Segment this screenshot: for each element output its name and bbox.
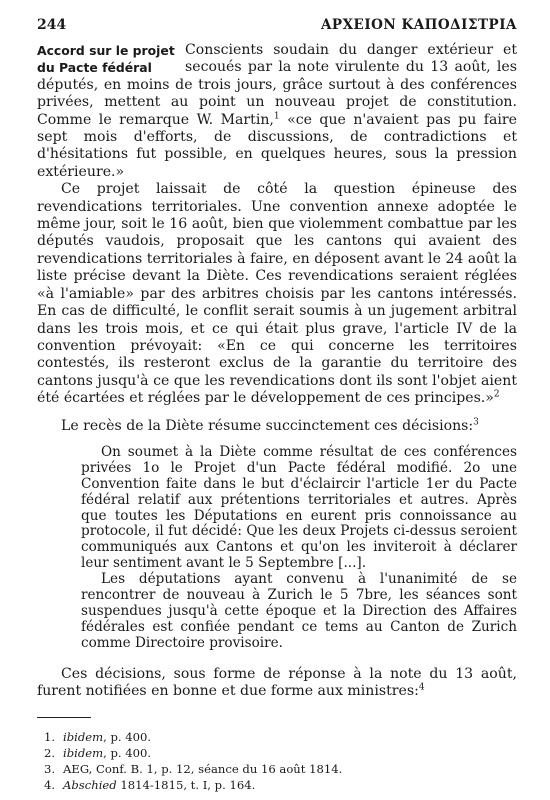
side-heading-line-2: du Pacte fédéral: [37, 60, 152, 76]
footnote-text: 1814-1815, t. I, p. 164.: [116, 778, 256, 793]
page-header: [37, 16, 517, 38]
footnote-3: [37, 761, 517, 777]
block-quote: [81, 445, 517, 652]
paragraph-2: [37, 181, 517, 407]
footnote-divider: [37, 717, 91, 718]
paragraph-3: [37, 418, 517, 435]
footnote-italic: Abschied: [63, 778, 117, 793]
footnote-italic: ibidem: [63, 729, 104, 744]
paragraph-2-text: Ce projet laissait de côté la question épineuse des revendications territoriales. Une convention annexe adoptée le même jour, soit le 16 août, bien que violemment combattue par les députés vaudois, proposait que les cantons qui avaient des revendications territoriales à faire, en déposent avant le 24 août la liste précise devant la Diète. Ces revendications seraient réglées «à l'amiable» par des arbitres choisis par les cantons intéressés. En cas de difficulté, le conflit serait soumis à un jugement arbitral dans les trois mois, et ce qui était plus grave, l'article IV de la convention prévoyait: «En ce qui concerne les territoires contestés, ils resteront exclus de la garantie du territoire des cantons jusqu'à ce que les revendications dont ils sont l'objet aient été écartées et réglées par le développement de ces principes.»: [37, 181, 517, 407]
page: [37, 16, 517, 793]
footnote-ref-1[interactable]: 1: [273, 110, 280, 121]
footnote-number: 1.: [43, 729, 55, 744]
paragraph-4: [37, 666, 517, 701]
footnote-number: 4.: [43, 778, 55, 793]
quote-paragraph-1: On soumet à la Diète comme résultat de ces conférences privées 1o le Projet d'un Pacte fédéral modifié. 2o une Convention faite dans le but d'éclaircir l'article 1er du Pacte fédéral relatif aux prétentions territoriales et autres. Après que toutes les Députations en eurent pris connoissance au protocole, il fut décidé: Que les deux Projets ci-dessus seroient communiqués aux Cantons et qu'on les inviteroit à déclarer leur sentiment avant le 5 Septembre [...].: [81, 443, 517, 572]
first-paragraph-block: [37, 42, 517, 181]
running-title: ΑΡΧΕΙΟΝ ΚΑΠΟΔΙΣΤΡΙΑ: [320, 17, 517, 33]
footnote-text: , p. 400.: [103, 729, 152, 744]
page-number: 244: [37, 17, 67, 33]
footnote-text: AEG, Conf. B. 1, p. 12, séance du 16 août 1814.: [63, 761, 343, 776]
footnote-1: [37, 729, 517, 745]
footnote-ref-3[interactable]: 3: [473, 416, 479, 427]
side-heading-line-1: Accord sur le projet: [37, 43, 175, 58]
footnotes: [37, 729, 517, 794]
footnote-number: 3.: [43, 761, 55, 776]
paragraph-4-text: Ces décisions, sous forme de réponse à la note du 13 août, furent notifiées en bonne et due forme aux ministres:: [37, 665, 517, 700]
footnote-4: [37, 777, 517, 793]
paragraph-1-text: Conscients soudain du danger extérieur et secoués par la note virulente du 13 août, les députés, en moins de trois jours, grâce surtout à des conférences privées, mettent au point un nouveau projet de constitution. Comme le remarque W. Martin,: [37, 42, 517, 128]
side-heading: [37, 42, 177, 77]
footnote-text: , p. 400.: [103, 745, 152, 760]
footnote-italic: ibidem: [63, 745, 104, 760]
footnote-ref-2[interactable]: 2: [493, 389, 500, 400]
footnote-ref-4[interactable]: 4: [418, 682, 425, 693]
paragraph-1-quote: «ce que n'avaient pas pu faire sept mois d'efforts, de discussions, de contradictions et d'hésitations fut possible, en quelques heures, sous la pression extérieure.»: [37, 111, 517, 180]
paragraph-3-text: Le recès de la Diète résume succinctement ces décisions:: [61, 417, 474, 434]
footnote-number: 2.: [43, 745, 55, 760]
body-text: [37, 42, 517, 701]
footnote-2: [37, 745, 517, 761]
quote-paragraph-2: Les députations ayant convenu à l'unanimité de se rencontrer de nouveau à Zurich le 5 7bre, les séances sont suspendues jusqu'à cette époque et la Direction des Affaires fédérales est confiée pendant ce tems au Canton de Zurich comme Directoire provisoire.: [81, 571, 517, 651]
